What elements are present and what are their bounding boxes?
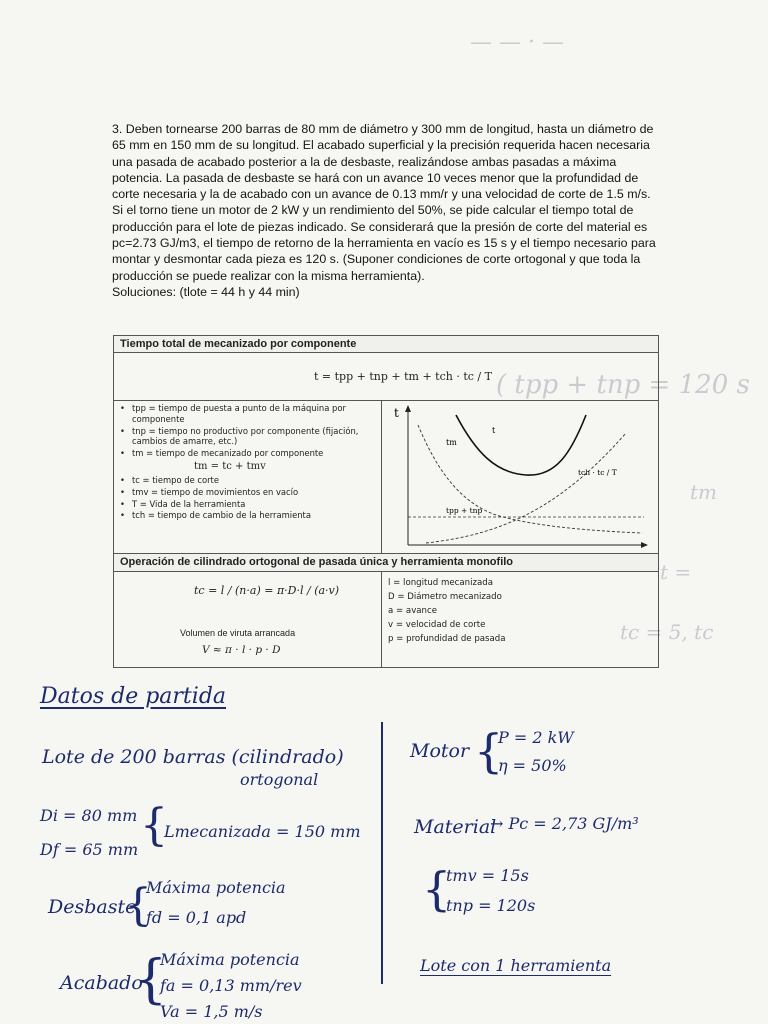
tool-change-curve — [426, 433, 626, 543]
material-label: Material — [414, 816, 497, 838]
bleed-through-marks: ( tpp + tnp = 120 s — [496, 370, 750, 400]
formula-box — [113, 335, 659, 668]
total-time-equation — [114, 353, 658, 401]
bleed-through-marks: tc = 5, tc — [620, 620, 714, 644]
initial-diameter: Di = 80 mm — [40, 806, 138, 825]
section-title-total-time: Tiempo total de mecanizado por componente — [114, 336, 658, 353]
definition-item: • tch = tiempo de cambio de la herramienta — [132, 510, 381, 521]
chip-volume-equation: V ≈ π · l · p · D — [202, 644, 281, 656]
legend-item: a = avance — [388, 606, 438, 616]
return-time: tmv = 15s — [446, 866, 529, 885]
acabado-feed: fa = 0,13 mm/rev — [160, 976, 302, 995]
bleed-through-marks: tm — [690, 480, 718, 504]
motor-power: P = 2 kW — [498, 728, 574, 747]
machining-time-equation: tm = tc + tmv — [194, 460, 266, 472]
motor-efficiency: η = 50% — [498, 756, 567, 775]
time-vs-speed-graph — [386, 403, 652, 553]
definition-item: • tc = tiempo de corte — [132, 475, 381, 486]
legend-item: p = profundidad de pasada — [388, 634, 506, 644]
definition-item: • tmv = tiempo de movimientos en vacío — [132, 487, 381, 498]
problem-statement — [112, 121, 660, 300]
legend-item: l = longitud mecanizada — [388, 578, 493, 588]
chip-volume-label: Volumen de viruta arrancada — [180, 628, 296, 638]
material-cutting-pressure: → Pc = 2,73 GJ/m³ — [490, 814, 639, 833]
bleed-through-marks: t = — [660, 560, 692, 584]
cutting-time-formulas — [114, 572, 382, 667]
machined-length: Lmecanizada = 150 mm — [164, 822, 361, 841]
definition-item: • tpp = tiempo de puesta a punto de la máquina por componente — [132, 403, 381, 425]
definition-item: • T = Vida de la herramienta — [132, 499, 381, 510]
definitions-list — [114, 401, 382, 553]
graph-x-arrow — [641, 542, 648, 548]
total-time-formula: t = tpp + tnp + tm + tch · tc / T — [314, 370, 492, 383]
motor-label: Motor — [410, 740, 470, 762]
notes-heading: Datos de partida — [40, 684, 227, 709]
brace-times: { — [422, 862, 452, 916]
problem-paragraph-1: 3. Deben tornearse 200 barras de 80 mm de diámetro y 300 mm de longitud, hasta un diámetro de 65 mm en 150 mm de su longitud. El acabado superficial y la precisión requerida hacen necesaria una pasada de acabado posterior a la de desbaste, realizándose ambas pasadas a máxima potencia. La pasada de desbaste se hará con un avance 10 veces menor que la profundidad de corte necesaria y la de acabado con un avance de 0.13 mm/r y una velocidad de corte de 1.5 m/s. — [112, 122, 654, 202]
tool-note: Lote con 1 herramienta — [420, 956, 612, 975]
legend-item: D = Diámetro mecanizado — [388, 592, 502, 602]
desbaste-label: Desbaste — [48, 896, 137, 918]
curve-label-const: tpp + tnp — [446, 506, 483, 515]
notes-divider — [381, 722, 383, 984]
graph-y-arrow — [405, 405, 411, 412]
acabado-max-power: Máxima potencia — [160, 950, 300, 969]
graph-y-label: t — [394, 406, 399, 420]
variable-legend — [388, 576, 506, 646]
section-title-cylindering: Operación de cilindrado ortogonal de pasada única y herramienta monofilo — [114, 553, 658, 572]
cutting-time-equation: tc = l / (n·a) = π·D·l / (a·v) — [194, 584, 340, 597]
solutions-line: Soluciones: (tlote = 44 h y 44 min) — [112, 284, 300, 299]
desbaste-feed: fd = 0,1 apd — [146, 908, 247, 927]
brace-diameters: { — [140, 800, 168, 851]
curve-label-tch: tch · tc / T — [578, 468, 617, 477]
brace-motor: { — [474, 724, 504, 778]
lote-note: Lote de 200 barras (cilindrado) — [42, 746, 344, 768]
desbaste-max-power: Máxima potencia — [146, 878, 286, 897]
problem-paragraph-2: Si el torno tiene un motor de 2 kW y un rendimiento del 50%, se pide calcular el tiempo total de producción para el lote de piezas indicado. Se considerará que la presión de corte del material es pc=2.73 GJ/m3, el tiempo de retorno de la herramienta en vacío es 15 s y el tiempo necesario para montar y desmontar cada pieza es 120 s. (Suponer condiciones de corte ortogonal y que toda la producción se puede realizar con la misma herramienta). — [112, 203, 656, 283]
brace-acabado: { — [134, 950, 168, 1010]
brace-desbaste: { — [124, 880, 152, 931]
final-diameter: Df = 65 mm — [40, 840, 139, 859]
curve-label-tm: tm — [446, 438, 457, 447]
bleed-through-marks: — — · — — [470, 30, 564, 55]
legend-item: v = velocidad de corte — [388, 620, 486, 630]
acabado-label: Acabado — [60, 972, 143, 994]
total-time-curve — [456, 415, 586, 475]
setup-time: tnp = 120s — [446, 896, 536, 915]
acabado-speed: Va = 1,5 m/s — [160, 1002, 263, 1021]
ortogonal-note: ortogonal — [240, 770, 319, 789]
curve-label-total: t — [492, 426, 496, 435]
definition-item: • tm = tiempo de mecanizado por componente — [132, 448, 381, 459]
definition-item: • tnp = tiempo no productivo por componente (fijación, cambios de amarre, etc.) — [132, 426, 381, 448]
